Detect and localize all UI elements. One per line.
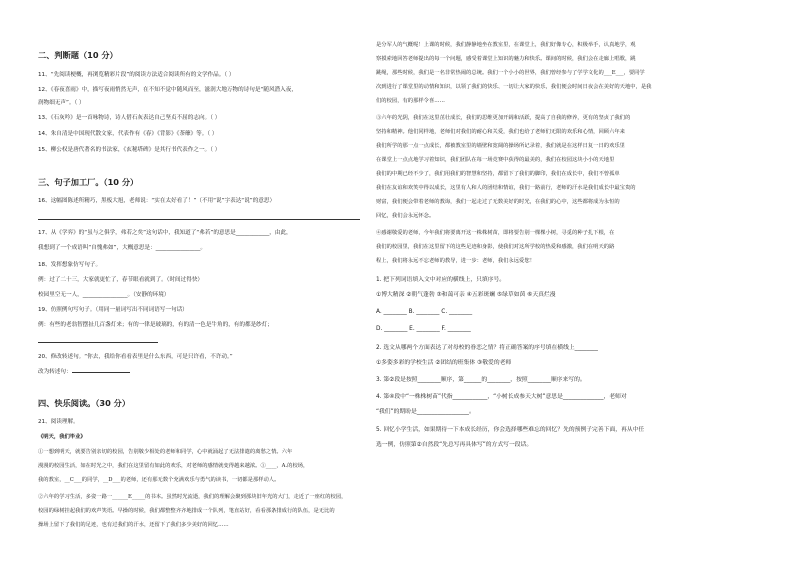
passage-line: 程上，我们将永远不忘老师的教导，进一步：老师，我们永远爱您！ — [376, 258, 535, 264]
question-18: 18、发挥想象仿写句子。 — [38, 262, 102, 268]
reading-question-5-line1: 5. 回忆小学生活，如果期待一下本成长经历，你会选择哪些难忘的回忆？先的预例子完善下面，再从中任 — [376, 427, 645, 433]
passage-para2-line2: 校园的绿树挂起我们的欢声笑语。早操的时候，我们都整整齐齐地排成一个队列，笔直站好，看看那条排成行的队伍，是无比的 — [38, 508, 335, 514]
question-12-line1: 12、《春夜喜雨》中，描写夜雨悄然无声，在不知不觉中随风而至，滋润大地万物的诗句是“随风潜入夜， — [38, 87, 297, 93]
question-20-prompt — [38, 369, 130, 376]
passage-line: 财富，我们便会带着老师的教诲，我们一起走过了无数美好的时光，在我们的心中，这些都将成为永恒的 — [376, 199, 620, 205]
question-19: 19、仿照例句写句子。（用同一量词写出不同词语写一句话） — [38, 307, 188, 313]
question-14: 14、朱自清是中国现代散文家，代表作有《春》《背影》《荼蘼》等。（ ） — [38, 131, 218, 137]
question-21: 21、阅读理解。 — [38, 419, 79, 425]
reading-question-4-line2: “我们”的期盼是__________________。 — [376, 409, 475, 415]
section-3-title: 三、句子加工厂。（10 分） — [38, 177, 139, 187]
passage-line: 我们所学的那一点一点成长，都被教室里的墙壁和宽阔的操场所记录着，我们就是在这样日复一日的欢乐里 — [376, 143, 625, 149]
question-17-line1: 17、从《学弈》的“虽与之俱学，弗若之矣”这句话中，我知道了“弗若”的意思是____________，由此， — [38, 230, 292, 236]
question-18-example: 例：过了二十三，大家就更忙了，春节眼看就到了。（时间过得快） — [38, 277, 204, 283]
passage-line: ④感谢敬爱的老师，今年我们将要离开这一株株树苗，即将要告别一棵棵小树，寻觅的种子扎下根，在 — [376, 230, 615, 236]
question-11: 11、“先阅读梗概，再浏览精彩片段”的阅读方法适合阅读所有的文学作品。（ ） — [38, 72, 235, 78]
question-19-example: 例：有些的老翁智摆扯几百盏灯来；有的一律是玻璃的，有的清一色是牛角的，有的都是纱灯； — [38, 322, 273, 328]
question-16: 16、这幅图陈述所精巧，黑板大旭，老师说：“实在太好看了！”（不用“说”字表达“说”的意思） — [38, 198, 276, 204]
passage-line: 我们的中期已经不少了，我们用我们的智慧和坚持，都留下了我们的脚印，我们在成长中，我们不曾孤单 — [376, 171, 620, 177]
question-15: 15、柳公权是唐代著名的书法家，《玄秘塔碑》是其行书代表作之一。（ ） — [38, 147, 221, 153]
question-17-line2: 我想到了一个成语叫“自愧弗如”，大概意思是：________________。 — [38, 245, 207, 251]
answer-line[interactable] — [38, 342, 158, 343]
question-13: 13、《石灰吟》是一首咏物诗，诗人借石灰表达自己坚贞不屈的志向。（ ） — [38, 115, 221, 121]
section-2-title: 二、判断题（10 分） — [38, 50, 118, 60]
passage-line: 在课堂上一点点地学习着知识，我们团队在每一场竞赛中获得的最美的，我们在校园这块小小的天地里 — [376, 157, 615, 163]
reading-question-2-options: ①多姿多彩的学校生活 ②团结的班集体 ③敬爱的老师 — [376, 360, 512, 366]
reading-question-2: 2. 选文从哪两个方面表达了对母校的眷恋之情？将正确答案的序号填在横线上________ — [376, 345, 598, 351]
reading-question-1-options: ①博大精深 ②朝气蓬勃 ③和蔼可亲 ④五彩斑斓 ⑤绿草如茵 ⑥天真烂漫 — [376, 292, 556, 298]
passage-line: 回忆，我们会永远怀念。 — [376, 213, 435, 219]
rewrite-label: 改为转述句： — [38, 369, 72, 375]
reading-question-1: 1. 把下列词语填入文中对应的横线上，只填序号。 — [376, 277, 506, 283]
passage-para1-line2: 漫漫的校园生活，如在时光之中，我们在这里留有如此的欢乐，对老师的感情就变得越来越浓。①____，A.的校场， — [38, 463, 309, 469]
passage-title: 《明天，我们毕业》 — [38, 434, 86, 440]
passage-para1-line3: 我的教室，__C___的同学，__D___的老师，还有那无数个充满欢乐与勇气的读书，一切都是那样动人。 — [38, 477, 280, 483]
passage-line: 我们在友谊和欢笑中得以成长，这里有人和人的团结和情谊，我们一路前行，老师的汗水是我们成长中最宝贵的 — [376, 185, 636, 191]
reading-question-5-line2: 选一例，仿照第②自然段“先总写再具体写”的方式写一段话。 — [376, 442, 533, 448]
passage-line: 们的校园，有的那样令喜…… — [376, 98, 445, 104]
question-12-line2: 润物细无声”。（ ） — [38, 100, 85, 106]
answer-line[interactable] — [72, 372, 130, 373]
passage-para2-line3: 操场上留下了我们的足迹，也有过我们的汗水，还留下了我们多少美好的回忆…… — [38, 522, 229, 528]
question-20: 20、修改转述句。“你去，我给你看看表里是什么东西，可是只许看，不许动。” — [38, 354, 233, 360]
passage-line: 次到进行了课堂里的动情和知识，以领了我们的快乐、一切让大家的快乐，我们便会时间日夜会在美好的天地中，是我 — [376, 84, 652, 90]
passage-line: 坚持和精神。他们同样地，老师们对我们的耐心和关爱，我们也给了老师们无限的欢乐和心情，回顾六年来 — [376, 129, 625, 135]
passage-line: 跳绳，那些时候，我们是一名非常热闹的总统。我们一个小小的世界，我们曾经参与了学学文化的___E___，要同学 — [376, 70, 645, 76]
reading-question-4-line1: 4. 第④段中“一株株树苗”代指____________，“小树长成参天大树”意思是______________，老师对 — [376, 394, 627, 400]
section-4-title: 四、快乐阅读。（30 分） — [38, 398, 131, 408]
passage-line: 是分军人的气概呢！上课的时候，我们静静地坐在教室里，在课堂上，我们好像专心，积极举手，认真地学，观 — [376, 42, 636, 48]
passage-line: 我们的校园里，我们在这里留下的这些足迹和身影，使我们对这所学校的热爱和感激，我们在明天的路 — [376, 244, 615, 250]
reading-question-1-blanks-abc[interactable]: A. ________ B. ________ C. ________ — [376, 309, 473, 315]
reading-question-3: 3. 第②段是按照________顺序，第______的________，按照________顺序来写的。 — [376, 377, 586, 383]
passage-line: ③六年的光阴，我们在这里茁壮成长，我们的思维更加开阔和活跃，提高了自我的修养，更有的坚贞了我们的 — [376, 115, 631, 121]
passage-para2-line1: ②六年的学习生活，多姿一路一______E_____的书本。虽然时光流逝，我们的理解会聚到那块旧年光的大门，走近了一座红的校园， — [38, 494, 347, 500]
reading-question-1-blanks-def[interactable]: D. ________ E. ________ F. ________ — [376, 326, 471, 332]
answer-line[interactable] — [38, 219, 360, 220]
passage-para1-line1: ①一想到明天，就要告别亲切的校园，告别敬少相处的老师和同学，心中就涌起了无法排遣的离愁之情。六年 — [38, 449, 293, 455]
question-18-prompt: 校园里空无一人，________________。（安静的环境） — [38, 292, 170, 298]
passage-line: 察摸索地回答老师提出的每一个问题，感受着课堂上知识的魅力和快乐。课间的时候，我们会在走廊上唱歌，跳 — [376, 56, 636, 62]
